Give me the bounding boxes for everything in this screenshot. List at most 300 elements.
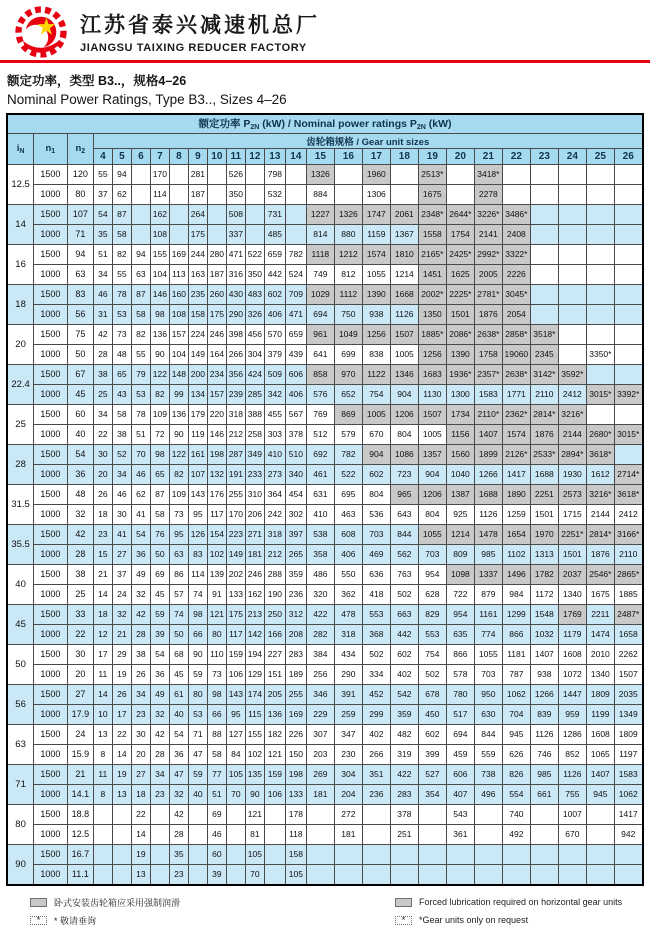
size-column-header: 13 [264,148,285,164]
power-cell: 1809 [614,724,642,744]
power-cell [614,184,642,204]
power-cell: 57 [169,584,188,604]
power-cell: 27 [131,764,150,784]
power-cell: 51 [93,244,112,264]
ratings-row [7,264,642,284]
power-cell: 320 [306,584,334,604]
power-cell: 2357* [474,364,502,384]
power-cell: 54 [150,644,169,664]
power-cell: 471 [285,304,306,324]
power-cell [334,164,362,184]
power-cell: 47 [188,744,207,764]
power-cell: 316 [226,264,245,284]
power-cell: 302 [285,504,306,524]
power-cell [586,224,614,244]
company-name-cn: 江苏省泰兴减速机总厂 [80,14,320,37]
power-cell: 579 [334,424,362,444]
power-cell [264,844,285,864]
ratings-row [7,704,642,724]
power-cell: 82 [150,384,169,404]
size-column-header: 23 [530,148,558,164]
power-cell: 133 [226,584,245,604]
power-cell: 356 [226,364,245,384]
power-cell: 554 [502,784,530,804]
power-cell: 1970 [530,524,558,544]
power-cell: 904 [390,384,418,404]
power-cell: 1417 [502,464,530,484]
power-cell [586,824,614,844]
power-cell: 109 [169,484,188,504]
output-speed-cell: 71 [67,224,93,244]
power-cell: 954 [418,564,446,584]
power-cell: 1326 [334,204,362,224]
power-cell: 19 [112,764,131,784]
output-speed-cell: 32 [67,504,93,524]
power-cell: 350 [226,184,245,204]
power-cell: 30 [93,444,112,464]
power-cell: 8 [93,784,112,804]
power-cell [558,184,586,204]
power-cell: 703 [362,524,390,544]
ratings-row [7,404,642,424]
size-column-header: 22 [502,148,530,164]
power-cell: 269 [306,764,334,784]
power-cell: 63 [169,544,188,564]
power-cell: 1172 [530,584,558,604]
power-cell: 1126 [390,304,418,324]
power-cell: 1675 [418,184,446,204]
power-cell: 14 [131,824,150,844]
power-cell: 2425* [446,244,474,264]
power-cell: 87 [131,284,150,304]
size-column-header: 21 [474,148,502,164]
power-cell: 202 [226,564,245,584]
power-cell: 53 [112,304,131,324]
output-speed-cell: 22 [67,624,93,644]
power-cell: 45 [169,664,188,684]
power-cell: 2211 [586,604,614,624]
power-cell: 787 [502,664,530,684]
power-cell [245,224,264,244]
power-cell: 1758 [474,344,502,364]
power-cell: 54 [93,204,112,224]
power-cell: 359 [390,704,418,724]
power-cell: 251 [390,824,418,844]
ratings-table [6,113,643,886]
company-name-en: JIANGSU TAIXING REDUCER FACTORY [80,42,307,54]
power-cell: 102 [245,744,264,764]
power-cell: 945 [586,784,614,804]
power-cell: 58 [207,744,226,764]
power-cell: 678 [418,684,446,704]
power-cell: 1005 [390,344,418,364]
power-cell: 2165* [418,244,446,264]
power-cell: 135 [245,764,264,784]
power-cell: 780 [446,684,474,704]
input-speed-cell: 1000 [33,304,67,324]
power-cell [207,184,226,204]
power-cell: 98 [207,684,226,704]
power-cell: 53 [188,704,207,724]
power-cell: 50 [150,544,169,564]
power-cell: 524 [285,264,306,284]
ratings-row [7,244,642,264]
power-cell: 602 [264,284,285,304]
power-cell: 1734 [446,404,474,424]
power-cell: 984 [502,584,530,604]
power-cell: 1055 [418,524,446,544]
power-cell: 121 [264,744,285,764]
power-cell: 87 [150,484,169,504]
on-request-swatch: * [30,916,47,925]
power-cell: 198 [207,444,226,464]
power-cell: 407 [446,784,474,804]
power-cell: 2005 [474,264,502,284]
power-cell: 105 [245,844,264,864]
power-cell: 73 [207,664,226,684]
power-cell: 1102 [502,544,530,564]
power-cell: 1159 [362,224,390,244]
power-cell: 2644* [446,204,474,224]
power-cell: 13 [93,724,112,744]
power-cell: 1890 [502,484,530,504]
power-cell: 567 [285,404,306,424]
output-speed-cell: 42 [67,524,93,544]
power-cell: 162 [245,584,264,604]
size-column-header: 5 [112,148,131,164]
power-cell: 273 [264,464,285,484]
power-cell: 1367 [390,224,418,244]
power-cell: 94 [131,244,150,264]
power-cell: 2086* [446,324,474,344]
power-cell: 142 [245,624,264,644]
power-cell: 187 [188,184,207,204]
power-cell [418,844,446,864]
power-cell: 1040 [446,464,474,484]
power-cell: 46 [131,464,150,484]
input-speed-cell: 1500 [33,604,67,624]
power-cell [169,224,188,244]
power-cell: 2251 [530,484,558,504]
legend-forced-cn [30,896,395,909]
size-column-header: 19 [418,148,446,164]
size-column-header: 15 [306,148,334,164]
power-cell: 62 [131,484,150,504]
power-cell [150,824,169,844]
power-cell: 340 [285,464,306,484]
power-cell: 159 [264,764,285,784]
ratings-row [7,764,642,784]
power-cell [586,844,614,864]
ratings-row [7,324,642,344]
output-speed-cell: 120 [67,164,93,184]
power-cell: 78 [131,404,150,424]
power-cell: 2680* [586,424,614,444]
power-cell: 146 [207,424,226,444]
power-cell: 3015* [614,424,642,444]
power-cell [362,844,390,864]
power-cell: 358 [306,544,334,564]
power-cell: 3216* [586,484,614,504]
power-cell: 388 [245,404,264,424]
power-cell: 2348* [418,204,446,224]
input-speed-cell: 1500 [33,324,67,344]
power-cell: 485 [264,224,285,244]
power-cell: 136 [264,704,285,724]
power-cell [614,204,642,224]
ratings-row [7,544,642,564]
power-cell: 59 [188,764,207,784]
ratio-cell: 40 [7,564,33,604]
output-speed-cell: 48 [67,484,93,504]
power-cell: 266 [362,744,390,764]
power-cell: 384 [306,644,334,664]
power-cell: 21 [93,564,112,584]
input-speed-cell: 1500 [33,444,67,464]
power-cell: 160 [169,284,188,304]
power-cell: 2225* [446,284,474,304]
input-speed-cell: 1500 [33,804,67,824]
power-cell: 122 [150,364,169,384]
power-cell [446,164,474,184]
output-speed-cell: 28 [67,544,93,564]
ratio-cell: 63 [7,724,33,764]
power-cell: 134 [188,384,207,404]
power-cell: 1072 [558,664,586,684]
power-cell: 704 [502,704,530,724]
power-cell: 117 [207,504,226,524]
power-cell [207,204,226,224]
power-cell: 755 [558,784,586,804]
power-cell: 299 [362,704,390,724]
power-cell: 203 [306,744,334,764]
power-cell: 576 [306,384,334,404]
power-cell: 782 [334,444,362,464]
power-cell [502,844,530,864]
power-cell: 114 [150,184,169,204]
power-cell: 246 [245,564,264,584]
power-cell: 27 [112,544,131,564]
power-cell: 502 [362,644,390,664]
legend-forced-en [395,897,642,907]
power-cell: 1197 [614,744,642,764]
power-cell: 844 [474,724,502,744]
power-cell: 1181 [502,644,530,664]
power-cell: 1313 [530,544,558,564]
power-cell: 1256 [418,344,446,364]
power-cell [502,184,530,204]
power-cell [586,404,614,424]
power-cell: 41 [112,524,131,544]
power-cell [586,804,614,824]
power-cell: 95 [188,504,207,524]
power-cell: 28 [131,624,150,644]
output-speed-cell: 24 [67,724,93,744]
power-cell: 49 [150,684,169,704]
power-cell [586,864,614,885]
power-cell [614,844,642,864]
power-cell [558,284,586,304]
power-cell: 34 [131,684,150,704]
power-cell: 2054 [502,304,530,324]
output-speed-cell: 60 [67,404,93,424]
power-cell [418,824,446,844]
ratings-row [7,164,642,184]
power-cell: 670 [362,424,390,444]
power-cell: 1156 [446,424,474,444]
power-cell: 90 [188,644,207,664]
power-cell: 82 [112,244,131,264]
ratings-row [7,184,642,204]
ratio-cell: 71 [7,764,33,804]
power-cell: 354 [418,784,446,804]
power-cell: 1683 [418,364,446,384]
power-cell: 14 [112,744,131,764]
power-cell: 663 [390,604,418,624]
power-cell: 23 [131,704,150,724]
power-cell: 1227 [306,204,334,224]
power-cell: 1876 [530,424,558,444]
power-cell: 19 [112,664,131,684]
power-cell: 1417 [614,804,642,824]
power-cell: 562 [390,544,418,564]
power-cell: 235 [188,284,207,304]
ratio-cell: 25 [7,404,33,444]
power-cell: 155 [245,724,264,744]
power-cell: 169 [169,244,188,264]
power-cell: 454 [285,484,306,504]
power-cell: 2002* [418,284,446,304]
power-cell: 74 [169,604,188,624]
ratio-cell: 16 [7,244,33,284]
power-cell: 158 [285,844,306,864]
power-cell: 17 [93,644,112,664]
power-cell: 303 [264,424,285,444]
power-cell: 189 [285,664,306,684]
output-speed-cell: 18.8 [67,804,93,824]
power-cell: 46 [112,484,131,504]
power-cell: 1876 [586,544,614,564]
power-cell: 1960 [362,164,390,184]
power-cell: 814 [306,224,334,244]
power-cell: 1478 [474,524,502,544]
power-cell: 98 [150,444,169,464]
ratings-row [7,664,642,684]
output-speed-cell: 15.9 [67,744,93,764]
power-cell: 2487* [614,604,642,624]
power-cell: 418 [362,584,390,604]
power-cell: 272 [334,804,362,824]
power-cell [614,284,642,304]
power-cell: 406 [285,384,306,404]
power-cell: 187 [207,264,226,284]
power-cell [264,864,285,885]
power-cell: 1340 [558,584,586,604]
power-cell: 769 [306,404,334,424]
power-cell [131,224,150,244]
power-cell: 42 [131,604,150,624]
power-cell: 38 [112,424,131,444]
page-title-en: Nominal Power Ratings, Type B3.., Sizes 4–26 [7,92,287,107]
power-cell: 3015* [586,384,614,404]
power-cell: 536 [362,504,390,524]
power-cell: 32 [112,604,131,624]
power-cell: 1214 [446,524,474,544]
power-cell: 88 [207,724,226,744]
power-cell: 2533* [530,444,558,464]
power-cell: 86 [169,564,188,584]
power-cell: 176 [207,484,226,504]
power-cell [586,164,614,184]
power-cell: 36 [169,744,188,764]
power-cell: 45 [150,584,169,604]
power-cell: 13 [131,864,150,885]
power-cell [150,804,169,824]
power-cell: 22 [93,424,112,444]
power-cell: 1032 [530,624,558,644]
power-cell: 904 [362,444,390,464]
ratings-row [7,684,642,704]
power-cell: 127 [226,724,245,744]
power-cell: 182 [264,724,285,744]
power-cell: 1548 [530,604,558,624]
power-cell: 641 [306,344,334,364]
power-cell: 169 [285,704,306,724]
ratings-row [7,284,642,304]
power-cell: 1112 [334,284,362,304]
output-speed-cell: 20 [67,664,93,684]
power-cell: 40 [169,704,188,724]
power-cell: 69 [150,564,169,584]
power-cell: 17 [112,704,131,724]
ratings-row [7,344,642,364]
power-cell: 18 [93,604,112,624]
power-cell: 397 [285,524,306,544]
power-cell: 1688 [530,464,558,484]
power-cell: 11 [93,764,112,784]
power-cell: 280 [207,244,226,264]
power-cell: 1885* [418,324,446,344]
table-banner: 额定功率 P2N (kW) / Nominal power ratings P2N (kW) [7,114,642,133]
power-cell: 114 [188,564,207,584]
power-cell: 522 [334,464,362,484]
ratings-row [7,464,642,484]
power-cell [558,224,586,244]
power-cell: 220 [207,404,226,424]
input-speed-cell: 1000 [33,464,67,484]
power-cell: 1256 [362,324,390,344]
input-speed-cell: 1000 [33,824,67,844]
power-cell: 53 [131,384,150,404]
legend-request-en [395,915,642,925]
ratio-cell: 22.4 [7,364,33,404]
power-cell: 402 [362,724,390,744]
power-cell: 959 [558,704,586,724]
power-cell [188,844,207,864]
power-cell: 1608 [586,724,614,744]
power-cell: 692 [306,444,334,464]
power-cell [530,284,558,304]
power-cell [586,284,614,304]
power-cell [362,864,390,885]
power-cell: 1930 [558,464,586,484]
power-cell: 178 [285,804,306,824]
power-cell: 65 [112,364,131,384]
power-cell: 24 [112,584,131,604]
input-speed-cell: 1500 [33,284,67,304]
power-cell: 136 [150,324,169,344]
power-cell [112,844,131,864]
